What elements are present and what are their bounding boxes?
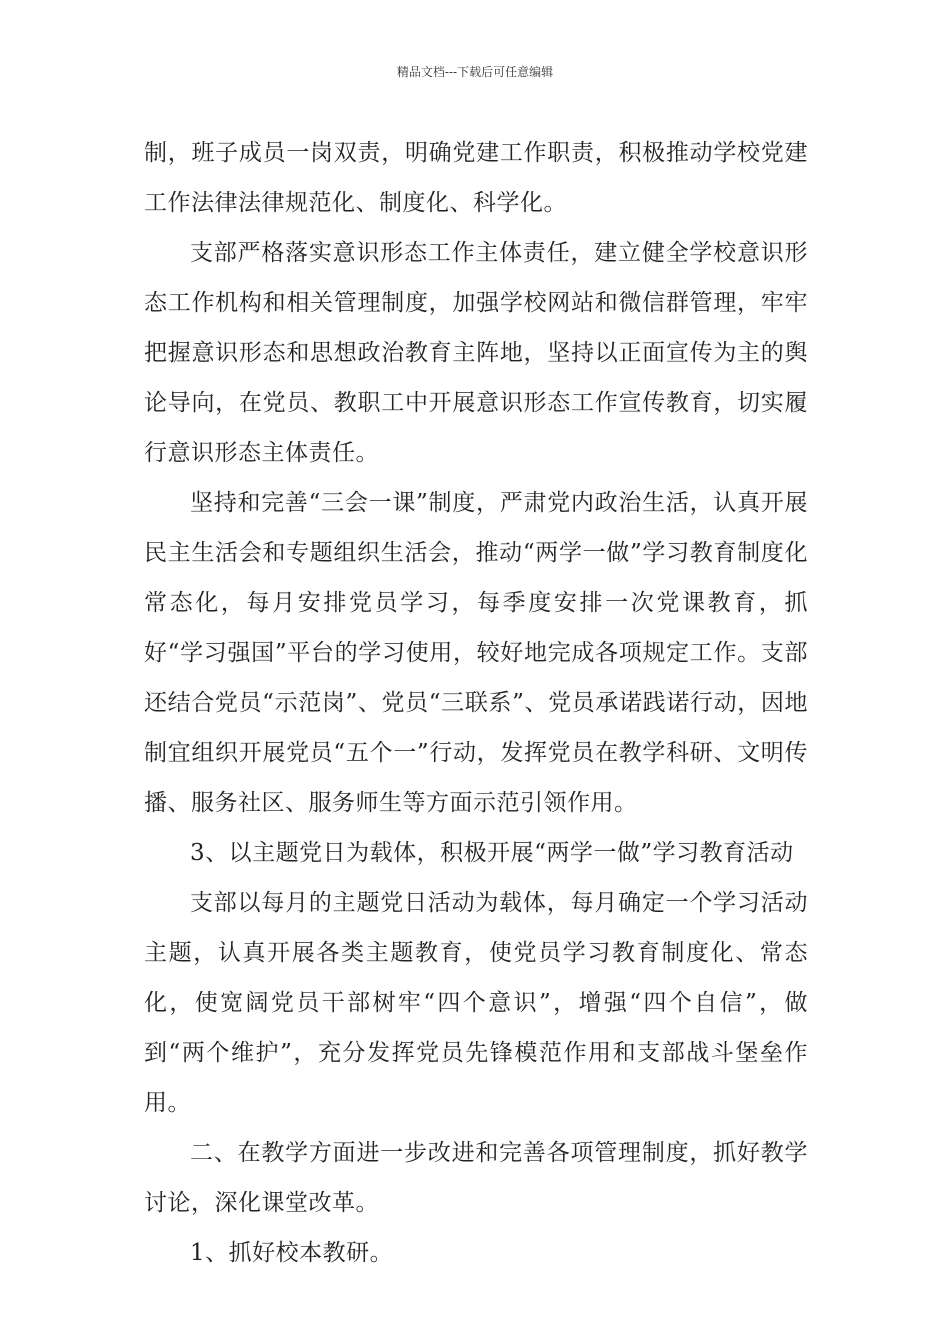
paragraph-continuation: 制，班子成员一岗双责，明确党建工作职责，积极推动学校党建工作法律法律规范化、制度化、科学化。 bbox=[144, 140, 808, 216]
section-heading-party-day: 3、以主题党日为载体，积极开展“两学一做”学习教育活动 bbox=[190, 840, 794, 866]
section-heading-teaching: 二、在教学方面进一步改进和完善各项管理制度，抓好教学讨论，深化课堂改革。 bbox=[144, 1140, 808, 1216]
document-body bbox=[144, 128, 808, 1278]
paragraph-ideology-responsibility: 支部严格落实意识形态工作主体责任，建立健全学校意识形态工作机构和相关管理制度，加强学校网站和微信群管理，牢牢把握意识形态和思想政治教育主阵地，坚持以正面宣传为主的舆论导向，在党员、教职工中开展意识形态工作宣传教育，切实履行意识形态主体责任。 bbox=[144, 240, 808, 466]
page-header: 精品文档---下载后可任意编辑 bbox=[396, 65, 554, 79]
section-heading-school-research: 1、抓好校本教研。 bbox=[190, 1240, 394, 1266]
paragraph-three-meetings-one-lesson: 坚持和完善“三会一课”制度，严肃党内政治生活，认真开展民主生活会和专题组织生活会，推动“两学一做”学习教育制度化常态化，每月安排党员学习，每季度安排一次党课教育，抓好“学习强国”平台的学习使用，较好地完成各项规定工作。支部还结合党员“示范岗”、党员“三联系”、党员承诺践诺行动，因地制宜组织开展党员“五个一”行动，发挥党员在教学科研、文明传播、服务社区、服务师生等方面示范引领作用。 bbox=[144, 490, 808, 816]
paragraph-party-day-activities: 支部以每月的主题党日活动为载体，每月确定一个学习活动主题，认真开展各类主题教育，使党员学习教育制度化、常态化，使宽阔党员干部树牢“四个意识”，增强“四个自信”，做到“两个维护”，充分发挥党员先锋模范作用和支部战斗堡垒作用。 bbox=[144, 890, 808, 1116]
